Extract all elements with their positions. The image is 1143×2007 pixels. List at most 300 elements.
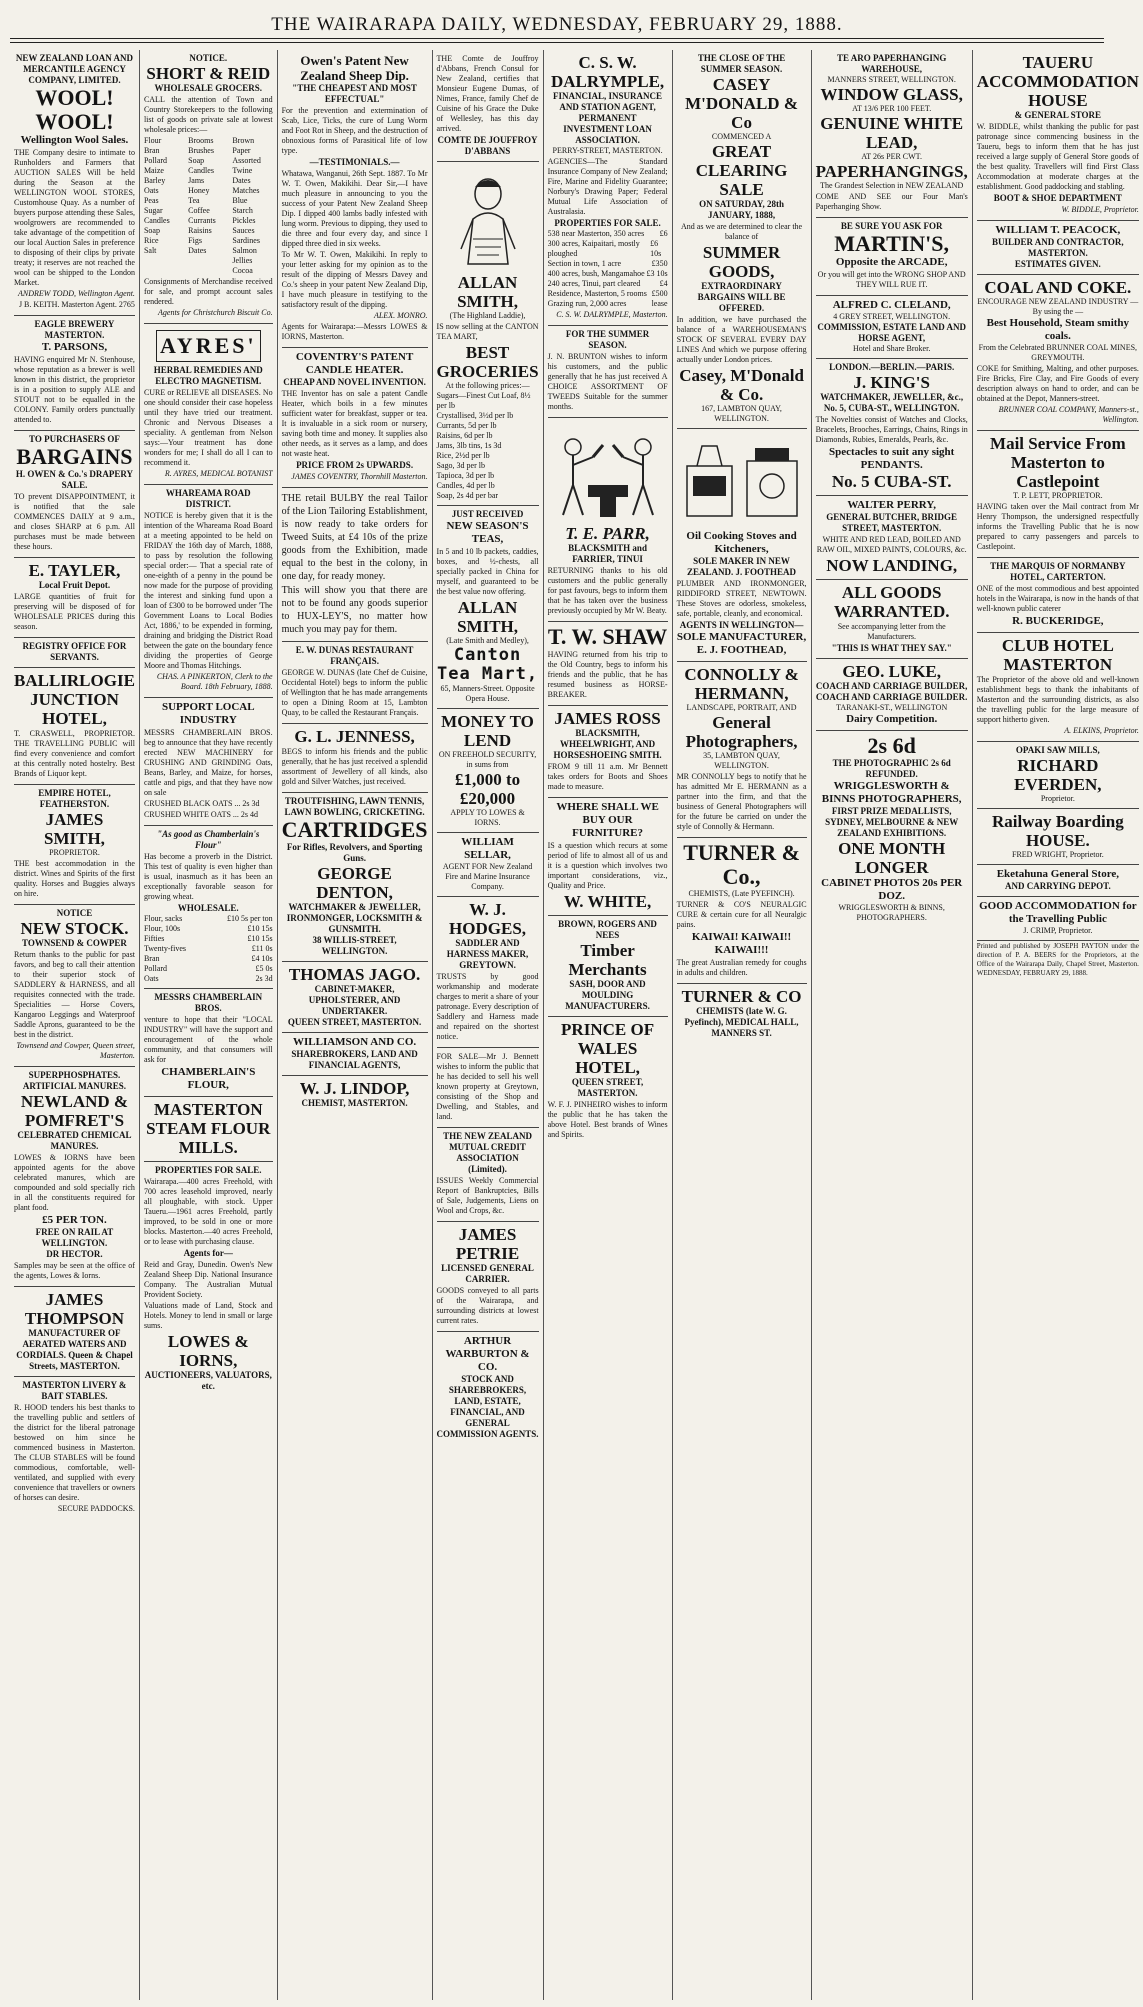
blacksmith-illustration [548, 425, 668, 520]
property-row-cell: £6 10s [650, 239, 662, 258]
ad-body: Or you will get into the WRONG SHOP AND THEY WILL RUE IT. [817, 270, 966, 289]
ad-title: Mail Service From Masterton to Castlepoint [990, 434, 1126, 491]
ad-subtitle: CHEMIST, MASTERTON. [301, 1098, 408, 1108]
goods-item: Oats [143, 186, 159, 195]
ad-title: WOOL! WOOL! [35, 85, 114, 134]
price-row-cell: 2s 3d [255, 974, 273, 983]
ad-title: THOMAS JAGO. [288, 965, 421, 984]
ad-title: WILLIAM SELLAR, [461, 836, 514, 861]
ad-title: ONE MONTH LONGER [838, 839, 946, 877]
ad-walter-perry [816, 496, 968, 580]
ad-title: PAPERHANGINGS, [815, 162, 968, 181]
goods-item: Soap [143, 226, 160, 235]
ad-body: PLUMBER AND IRONMONGER, RIDDIFORD STREET, NEWTOWN. These Stoves are odorless, smokeless, safe, portable, cleanly, and economical. [676, 579, 807, 618]
ad-title: MASTERTON STEAM FLOUR MILLS. [146, 1100, 271, 1157]
ad-signature: COMTE DE JOUFFROY D'ABBANS [437, 135, 538, 156]
ad-subtitle: CHEAP AND NOVEL INVENTION. [283, 377, 426, 387]
property-row-cell: £6 [659, 229, 668, 238]
ad-heading: TO PURCHASERS OF [29, 434, 120, 444]
ad-title: CLUB HOTEL MASTERTON [1001, 636, 1114, 674]
ad-title: T. W. SHAW [547, 624, 668, 649]
ad-body: GOODS conveyed to all parts of the Wairarapa, and surrounding districts at lowest current rates. [436, 1286, 539, 1325]
ad-peacock [977, 221, 1139, 275]
ad-owen-sheep-dip [282, 50, 428, 348]
ad-prince-of-wales [548, 1017, 668, 1145]
goods-item: Brushes [188, 146, 214, 155]
ad-subtitle: GENERAL BUTCHER, BRIDGE STREET, MASTERTON. [826, 512, 958, 533]
column-6 [673, 50, 812, 2000]
ad-title: BARGAINS [16, 444, 133, 469]
property-row-cell: lease [651, 299, 668, 308]
ad-body: TO prevent DISAPPOINTMENT, it is notified that the sale COMMENCES DAILY at 9 a.m., and closes SHARP at 6 p.m. All purchases must be made between these hours. [14, 492, 135, 551]
ad-address: MANNERS STREET, WELLINGTON. [827, 75, 956, 84]
ad-body: The great Australian remedy for coughs in adults and children. [676, 958, 807, 977]
ad-subtitle: STOCK AND SHAREBROKERS, LAND, ESTATE, FINANCIAL, AND GENERAL COMMISSION AGENTS. [436, 1374, 539, 1439]
ad-candle-heater [282, 348, 428, 488]
stove-illustration [677, 436, 807, 526]
ad-oil-stoves [677, 429, 807, 662]
goods-item: Sardines [232, 236, 260, 245]
ad-subtitle: & GENERAL STORE [1014, 110, 1102, 120]
ad-subtitle: BUILDER AND CONTRACTOR, MASTERTON. [992, 237, 1124, 258]
ad-subtitle: COMMISSION, ESTATE LAND AND HORSE AGENT, [817, 322, 967, 343]
ad-title: General Photographers, [685, 713, 798, 751]
ad-body: See accompanying letter from the Manufacturers. [837, 622, 946, 641]
ad-title: Best Household, Steam smithy coals. [986, 317, 1130, 342]
ad-subtitle: AT 13/6 PER 100 FEET. [852, 104, 932, 113]
ad-title: Owen's Patent New Zealand Sheep Dip. [300, 53, 409, 83]
ad-signature: ALEX. MONRO. [373, 311, 428, 320]
property-row [548, 299, 668, 309]
ad-title: GREAT CLEARING SALE [695, 142, 788, 199]
column-4 [433, 50, 544, 2000]
ad-body: T. CRASWELL, PROPRIETOR. THE TRAVELLING PUBLIC will find every convenience and comfort at this centrally noted hostelry. Best Brands of Liquor kept. [14, 729, 135, 778]
price-row-cell: Bran [143, 954, 160, 963]
ad-body: venture to hope that their "LOCAL INDUSTRY" will have the support and encouragement of the whole community, and that consumers will ask for [143, 1015, 273, 1064]
ad-body: For the prevention and extermination of Scab, Lice, Ticks, the cure of Lung Worm and Foot Rot in Sheep, and the destruction of obnoxious forms of Parasitical life of low type. [281, 106, 428, 155]
ad-heading: NEW ZEALAND LOAN AND MERCANTILE AGENCY COMPANY, LIMITED. [15, 53, 134, 85]
ad-body: W. BIDDLE, whilst thanking the public for past patronage since commencing business in the Taueru, begs to inform them that he has just received a large supply of General Store goods of the best quality. Travellers will find First Class Accommodation at moderate charges at the establishment. Good paddocking and stabling. [976, 122, 1139, 191]
goods-item: Jellies [232, 256, 253, 265]
ad-title: G. L. JENNESS, [294, 727, 415, 746]
columns [10, 50, 1139, 2000]
ad-title: COAL AND COKE. [984, 278, 1132, 297]
property-row-cell: 400 acres, bush, Mangamahoe [547, 269, 645, 278]
goods-item: Bran [143, 146, 160, 155]
goods-item: Honey [188, 186, 210, 195]
goods-list-left [144, 136, 184, 276]
ad-body: TRUSTS by good workmanship and moderate charges to merit a share of your patronage. Every description of Saddlery and Harness made and repaired on the shortest notice. [436, 972, 539, 1041]
ad-lion-tailoring [282, 488, 428, 642]
ad-subtitle: CELEBRATED CHEMICAL MANURES. [17, 1130, 132, 1151]
ad-subtitle: MANUFACTURER OF AERATED WATERS AND CORDIALS. Queen & Chapel Streets, MASTERTON. [16, 1328, 133, 1371]
ad-opaki-saw-mills [977, 742, 1139, 809]
ad-body: TURNER & CO'S NEURALGIC CURE & certain cure for all Neuralgic pains. [676, 900, 807, 929]
ad-title: C. S. W. DALRYMPLE, [550, 53, 665, 91]
ad-body: THE retail BULBY the real Tailor of the Lion Tailoring Establishment, is now ready to take orders for Tweed Suits, at £4 10s of the prize goods from the Exhibition, made equal to the best in the colony, in one day, for ready money. [281, 493, 428, 582]
ad-empire-hotel [14, 785, 135, 905]
ad-subtitle: From the Celebrated BRUNNER COAL MINES, GREYMOUTH. [978, 343, 1138, 362]
ad-heading: REGISTRY OFFICE FOR SERVANTS. [22, 641, 127, 662]
testimonial: To Mr W. T. Owen, Makikihi. In reply to your letter asking for my opinion as to the result of the dipping of Messrs Davey and Co.'s sheep in your patent New Zealand Dip, I have much pleasure in testifying to the satisfactory result of the dipping. [281, 250, 428, 309]
ad-body: COME AND SEE our Four Man's Paperhanging Show. [815, 192, 968, 211]
goods-item: Coffee [188, 206, 210, 215]
ad-heading: LONDON.—BERLIN.—PARIS. [829, 362, 955, 372]
masthead: THE WAIRARAPA DAILY, WEDNESDAY, FEBRUARY 29, 1888. [271, 14, 843, 35]
ad-subtitle: SASH, DOOR AND MOULDING MANUFACTURERS. [565, 979, 650, 1011]
property-row [548, 289, 668, 299]
price-row-cell: Oats [143, 974, 159, 983]
ad-address: 4 GREY STREET, WELLINGTON. [833, 312, 951, 321]
ad-subtitle: BLACKSMITH and FARRIER, TINUI [568, 543, 647, 564]
price-row [144, 944, 273, 954]
ad-body: CURE or RELIEVE all DISEASES. No one should consider their case hopeless until they have tried our treatment. Chronic and Nervous Diseases a speciality. A gentleman from Nelson says:—Your treatment has done wonders for me; I shall do all I can to recommend it. [143, 388, 273, 467]
property-row-cell: Grazing run, 2,000 acres [547, 299, 627, 308]
ad-title: GEO. LUKE, [842, 662, 942, 681]
ad-subtitle: The Grandest Selection in NEW ZEALAND [820, 181, 964, 190]
ad-title: ALFRED C. CLELAND, [832, 299, 951, 311]
ad-subtitle: CHEMISTS (late W. G. Pyefinch), MEDICAL HALL, MANNERS ST. [684, 1006, 799, 1038]
grocery-item: Sago, 3d per lb [436, 461, 485, 470]
ad-brown-rogers [548, 916, 668, 1017]
ad-body: Samples may be seen at the office of the agents, Lowes & Iorns. [14, 1261, 135, 1280]
ad-subtitle: Proprietor. [1040, 794, 1075, 803]
ad-title: JAMES PETRIE [455, 1225, 520, 1263]
ad-title: GEORGE DENTON, [316, 864, 393, 902]
ad-amount: £1,000 to £20,000 [454, 770, 521, 808]
ad-livery-stables [14, 1377, 135, 1519]
ad-heading: FOR THE SUMMER SEASON. [565, 329, 650, 350]
ad-title: Railway Boarding HOUSE. [991, 812, 1124, 850]
ad-body: THE Inventor has on sale a patent Candle Heater, which boils in a few minutes sufficient water for breakfast, supper or tea. It is invaluable in a sick room or nursery, saving both time and money. It supplies also other needs, as it serves as a lamp, and does not waste heat. [281, 389, 428, 458]
ad-dalrymple [548, 50, 668, 326]
ad-address: 167, LAMBTON QUAY, WELLINGTON. [701, 404, 782, 423]
goods-item: Salmon [232, 246, 257, 255]
grocery-item: Soap, 2s 4d per bar [436, 491, 499, 500]
ad-subtitle: TOWNSEND & COWPER [22, 938, 127, 948]
ad-signature: FRED WRIGHT, Proprietor. [1012, 850, 1104, 859]
ad-body: THE Comte de Jouffroy d'Abbans, French Consul for New Zealand, certifies that Monsieur Eugene Dumas, of Nimes, France, family Chef de Cuisine of his Grace the Duke of Wellesley, has this day arrived. [436, 54, 539, 133]
ad-martins [816, 218, 968, 296]
ad-title: TAUERU ACCOMMODATION HOUSE [976, 53, 1139, 110]
ad-thomas-jago [282, 962, 428, 1033]
ad-te-aro-paperhanging [816, 50, 968, 218]
ad-subtitle: LANDSCAPE, PORTRAIT, AND [686, 703, 797, 712]
ad-parr-blacksmith [548, 418, 668, 622]
ad-lindop [282, 1076, 428, 1113]
ad-turner-medical-hall [677, 984, 807, 1043]
ad-signature: WRIGGLESWORTH & BINNS, PHOTOGRAPHERS. [838, 903, 945, 922]
grocery-item: Raisins, 6d per lb [436, 431, 493, 440]
ad-heading: OPAKI SAW MILLS, [1015, 745, 1100, 755]
ad-title: ALL GOODS WARRANTED. [833, 583, 950, 621]
ad-heading: THE CLOSE OF THE SUMMER SEASON. [697, 53, 786, 74]
ad-title: NEWLAND & POMFRET'S [20, 1092, 129, 1130]
goods-item: Brown Paper [232, 136, 255, 155]
ad-title: WILLIAMSON AND CO. [292, 1036, 417, 1048]
ad-james-thompson [14, 1287, 135, 1377]
ad-title: SHORT & REID [146, 64, 271, 83]
ad-body: GEORGE W. DUNAS (late Chef de Cuisine, Occidental Hotel) begs to inform the public of Wellington that he has made arrangements to open a Dining Room at 15, Lambton Quay, to be called the Restaurant Français. [281, 668, 428, 717]
ad-dunas-restaurant [282, 642, 428, 724]
ad-body: The Proprietor of the above old and well-known establishment begs to thank the inhabitants of Masterton and the surrounding districts, as also the travelling public for the large measure of support hitherto given. [976, 675, 1139, 724]
ad-heading: E. W. DUNAS RESTAURANT FRANÇAIS. [295, 645, 414, 666]
ad-subtitle: WATCHMAKER, JEWELLER, &c., No. 5, CUBA-ST., WELLINGTON. [820, 392, 964, 413]
ad-subtitle: AT 26s PER CWT. [861, 152, 922, 161]
ad-chamberlain-flour [144, 826, 273, 989]
ad-subheading: BOOT & SHOE DEPARTMENT [993, 193, 1122, 203]
ad-tayler [14, 558, 135, 638]
ad-nz-loan [14, 50, 135, 316]
ad-body: MR CONNOLLY begs to notify that he has admitted Mr E. HERMANN as a partner into the firm, and that the business of General Photographers will for the future be carried on under the style of Connolly & Hermann. [676, 772, 807, 831]
ad-good-accommodation [977, 897, 1139, 941]
ad-body: In 5 and 10 lb packets, caddies, boxes, and ½-chests, all specially packed in China for myself, and guaranteed to be the best value now offering. [436, 547, 539, 596]
ad-subtitle: FINANCIAL, INSURANCE AND STATION AGENT, PERMANENT INVESTMENT LOAN ASSOCIATION. [553, 91, 663, 145]
price-row-cell: £10 15s [247, 934, 273, 943]
ad-title: J. KING'S [853, 373, 930, 392]
ad-hodges [437, 897, 539, 1048]
goods-item: Pollard [143, 156, 168, 165]
ad-body: HAVING taken over the Mail contract from Mr Henry Thompson, the undersigned respectfully informs the Travelling Public that he is now prepared to carry passengers and parcels to Castlepoint. [976, 502, 1139, 551]
grocery-item: Currants, 5d per lb [436, 421, 497, 430]
ad-title: RICHARD EVERDEN, [1014, 756, 1102, 794]
ad-coal-coke [977, 275, 1139, 431]
goods-item: Matches [232, 186, 260, 195]
ad-body: R. HOOD tenders his best thanks to the travelling public and settlers of the district for the liberal patronage bestowed on him since he commenced business in Masterton. The CLUB STABLES will be found commodious, comfortable, well-ventilated, and supplied with every convenience that travellers or owners of horses can desire. [14, 1403, 135, 1502]
goods-item: Starch [232, 206, 253, 215]
ad-subtitle: THE PHOTOGRAPHIC 2s 6d REFUNDED. [832, 758, 951, 779]
property-row-cell: 538 near Masterton, 350 acres [547, 229, 645, 238]
price-row-cell: Flour, 100s [143, 924, 181, 933]
ad-allan-smith-portrait [437, 162, 539, 506]
goods-item: Blue [232, 196, 248, 205]
ad-subtitle: FIRST PRIZE MEDALLISTS, SYDNEY, MELBOURNE & NEW ZEALAND EXHIBITIONS. [825, 806, 959, 838]
ad-signature: R. AYRES, MEDICAL BOTANIST [164, 469, 273, 478]
ad-analysis: DR HECTOR. [46, 1249, 103, 1259]
ad-subtitle: AGENT FOR New Zealand Fire and Marine Insurance Company. [442, 862, 533, 891]
ad-body: AGENCIES—The Standard Insurance Company of New Zealand; Fire, Marine and Fidelity Guarantee; Norbury's Drawing Paper; Federal Mutual Life Association of Australasia. [547, 157, 668, 216]
price-row [144, 914, 273, 924]
ad-body: IS now selling at the CANTON TEA MART, [436, 322, 539, 341]
ad-quote: "THIS IS WHAT THEY SAY." [831, 643, 952, 653]
ad-subtitle: PROPRIETOR. [49, 848, 100, 857]
ad-body: MESSRS CHAMBERLAIN BROS. beg to announce that they have recently erected NEW MACHINERY for CRUSHING AND GRINDING Oats, Beans, Barley, and Maize, for horses, cattle and pigs, and that they have now on sale [143, 728, 273, 797]
ad-subtitle: WATCHMAKER & JEWELLER, IRONMONGER, LOCKSMITH & GUNSMITH. [286, 902, 423, 934]
ad-subtitle: Local Fruit Depot. [38, 580, 111, 590]
ad-newland-pomfret [14, 1067, 135, 1287]
ad-body: W. F. J. PINHEIRO wishes to inform the public that he has taken the above Hotel. Best brands of Wines and Spirits. [547, 1100, 668, 1139]
ad-subtitle: At the following prices:— [445, 381, 530, 390]
goods-item: Salt [143, 246, 157, 255]
ad-title: CHAMBERLAIN'S FLOUR, [161, 1066, 256, 1091]
ad-heading: PROPERTIES FOR SALE. [554, 218, 661, 228]
ad-title: ALLAN SMITH, [457, 598, 519, 636]
ad-heading: —TESTIMONIALS.— [309, 157, 400, 167]
ad-quote: "As good as Chamberlain's Flour" [157, 829, 260, 850]
ad-body: FOR SALE—Mr J. Bennett wishes to inform the public that he has decided to sell his well known property at Greytown, consisting of the Shop and Dwelling, and Stables, and land. [436, 1052, 539, 1121]
grocery-item: Tapioca, 3d per lb [436, 471, 495, 480]
ad-body: And as we are determined to clear the balance of [681, 222, 803, 241]
goods-list-middle [188, 136, 228, 276]
ad-title: TURNER & Co., [683, 840, 800, 889]
grocery-item: Crystallised, 3½d per lb [436, 411, 514, 420]
property-row-cell: £500 [651, 289, 668, 298]
ad-subtitle: (The Highland Laddie), [449, 311, 526, 320]
price-line: CRUSHED WHITE OATS ... 2s 4d [143, 810, 259, 819]
property-row [548, 259, 668, 269]
ad-shaw [548, 622, 668, 706]
ad-subtitle: QUEEN STREET, MASTERTON. [571, 1077, 644, 1098]
ad-body: J. N. BRUNTON wishes to inform his customers, and the public generally that he has just received A CHOICE ASSORTMENT OF TWEEDS Suitable for the summer months. [547, 352, 668, 411]
property-row-cell: 300 acres, Kaipaitari, mostly ploughed [547, 239, 640, 258]
ad-heading: AGENTS IN WELLINGTON— [679, 620, 804, 630]
ad-title: SUMMER GOODS, [702, 243, 781, 281]
ad-heading: SUPPORT LOCAL INDUSTRY [161, 701, 255, 726]
ad-body: The Novelties consist of Watches and Clocks, Bracelets, Brooches, Earrings, Chains, Rings in Diamonds, Rubies, Emeralds, Pearls, &c. [815, 415, 968, 444]
ad-signature: APPLY TO LOWES & IORNS. [450, 808, 525, 827]
ad-heading: JUST RECEIVED [451, 509, 524, 519]
properties-table [548, 229, 668, 309]
price-row-cell: £10 5s per ton [227, 914, 273, 923]
ad-body: Reid and Gray, Dunedin. Owen's New Zealand Sheep Dip. National Insurance Company. The Australian Mutual Provident Society. [143, 1260, 273, 1299]
ad-heading: MASTERTON LIVERY & BAIT STABLES. [22, 1380, 127, 1401]
column-8 [973, 50, 1143, 2000]
ad-heading: MESSRS CHAMBERLAIN BROS. [154, 992, 263, 1013]
ad-subtitle: ESTIMATES GIVEN. [1014, 259, 1101, 269]
ad-footer: Agents for Wairarapa:—Messrs LOWES & IORNS, Masterton. [281, 322, 428, 341]
ad-agent: J B. KEITH. Masterton Agent. 2765 [18, 300, 135, 309]
ad-title: NEW SEASON'S TEAS, [446, 520, 529, 545]
ad-subtitle: WHOLESALE GROCERS. [154, 83, 263, 93]
goods-item: Flour [143, 136, 162, 145]
ad-signature: Casey, M'Donald & Co. [679, 366, 804, 404]
ad-address: 65, Manners-Street. Opposite Opera House. [440, 684, 535, 703]
ad-title: 2s 6d [867, 733, 916, 758]
price-row-cell: Fifties [143, 934, 165, 943]
column-1 [10, 50, 140, 2000]
ad-title: PENDANTS. [860, 459, 923, 471]
price-table [144, 914, 273, 984]
ad-subtitle: SHAREBROKERS, LAND AND FINANCIAL AGENTS, [291, 1049, 418, 1070]
ad-footer: Consignments of Merchandise received for sale, and prompt account sales rendered. [143, 277, 273, 306]
goods-item: Maize [143, 166, 164, 175]
ad-signature: J. CRIMP, Proprietor. [1023, 926, 1093, 935]
ad-marquis-normanby [977, 558, 1139, 633]
ad-subtitle: Wellington Wool Sales. [20, 134, 129, 146]
ad-body: LOWES & IORNS have been appointed agents for the above celebrated manures, which are compounded and sold specially rich in all the constituents required for plant food. [14, 1153, 135, 1212]
ad-title: W. J. HODGES, [449, 900, 527, 938]
ad-subtitle: COMMENCED A [711, 132, 772, 141]
goods-item: Tea [188, 196, 200, 205]
ad-signature: JAMES COVENTRY, Thornhill Masterton. [291, 472, 428, 481]
ad-king-watchmaker [816, 359, 968, 496]
ad-title: CASEY M'DONALD & Co [685, 75, 798, 132]
ad-title: LOWES & IORNS, [167, 1332, 249, 1370]
ad-title: JAMES ROSS [554, 709, 661, 728]
ad-subtitle: H. OWEN & Co.'s DRAPERY SALE. [15, 469, 134, 490]
price-row [144, 954, 273, 964]
ad-title: MARTIN'S, [834, 231, 950, 256]
ad-title: NOW LANDING, [826, 556, 958, 575]
ad-subtitle: "THE CHEAPEST AND MOST EFFECTUAL" [292, 83, 417, 104]
property-row-cell: 240 acres, Tinui, part cleared [547, 279, 641, 288]
ad-heading: EMPIRE HOTEL, FEATHERSTON. [38, 788, 111, 809]
ad-footer: Valuations made of Land, Stock and Hotels. Money to lend in small or large sums. [143, 1301, 273, 1330]
ad-heading: BE SURE YOU ASK FOR [840, 221, 943, 231]
ad-registry [14, 638, 135, 668]
ad-body: FROM 9 till 11 a.m. Mr Bennett takes orders for Boots and Shoes made to measure. [547, 762, 668, 791]
price-line: CRUSHED BLACK OATS ... 2s 3d [143, 799, 260, 808]
ad-body: HAVING enquired Mr N. Stenhouse, whose reputation as a brewer is well known in this district, the proprietor is in a position to supply ALE and STOUT not to be equalled in the COLONY. Family orders punctually attended to. [14, 355, 135, 424]
ad-title: Eketahuna General Store, [996, 868, 1120, 880]
ad-title: WALTER PERRY, [847, 499, 937, 511]
ad-body: ONE of the most commodious and best appointed hotels in the Wairarapa, is now in the hands of that well-known public caterer [976, 584, 1139, 613]
ad-title: KAIWAI! KAIWAI!! KAIWAI!!! [691, 931, 792, 956]
property-row-cell: Residence, Masterton, 5 rooms [547, 289, 647, 298]
ad-body: BEGS to inform his friends and the public generally, that he has just received a splendid assortment of Jewellery of all kinds, also gold and Silver Watches, just received. [281, 747, 428, 786]
ad-mail-service [977, 431, 1139, 558]
ad-signature: A. ELKINS, Proprietor. [1064, 726, 1139, 735]
ad-title: SOLE MANUFACTURER, E. J. FOOTHEAD, [676, 631, 807, 656]
shop-name: Canton Tea Mart, [436, 645, 539, 684]
ad-body: CALL the attention of Town and Country Storekeepers to the following list of goods on private sale at lowest wholesale prices:— [143, 95, 273, 134]
price-row-cell: Twenty-fives [143, 944, 187, 953]
ad-taueru [977, 50, 1139, 221]
ad-subtitle: LICENSED GENERAL CARRIER. [441, 1263, 534, 1284]
ad-wrigglesworth [816, 731, 968, 927]
ad-body: THE Company desire to intimate to Runholders and Farmers that AUCTION SALES Will be held during the Season at the WELLINGTON WOOL STORES, Customhouse Quay. As a number of buyers purpose attending these Sales, woolgrowers are recommended to take advantage of the competition of our local Auction Sales in preference to disposing of their clips by private treaty; it reserves are not reached the wool can be shipped to the London Market. [14, 148, 135, 287]
ad-sellar [437, 833, 539, 897]
ad-heading: THE MARQUIS OF NORMANBY HOTEL, CARTERTON. [990, 561, 1126, 582]
ad-masterton-mills [144, 1097, 273, 1162]
ad-subtitle: Hotel and Share Broker. [853, 344, 931, 353]
ad-title: WHERE SHALL WE BUY OUR FURNITURE? [556, 801, 659, 839]
ad-eagle-brewery [14, 316, 135, 431]
property-row [548, 239, 668, 259]
ad-title: Timber Merchants [568, 941, 647, 979]
ad-body: IS a question which recurs at some period of life to almost all of us and it is a question which involves two important considerations, viz., Quality and Price. [547, 841, 668, 890]
goods-item: Sauces [232, 226, 255, 235]
ad-new-teas [437, 506, 539, 709]
ad-note: This will show you that there are not to be found any goods superior to HUX-LEY'S, no matter how much you may pay for them. [281, 585, 428, 635]
ad-title: CARTRIDGES [281, 817, 428, 842]
ad-title: WINDOW GLASS, [820, 85, 963, 104]
goods-item: Sugar [143, 206, 163, 215]
ad-cartridges [282, 793, 428, 962]
ad-title: T. PARSONS, [41, 341, 108, 353]
ad-subtitle: EXTRAORDINARY BARGAINS WILL BE OFFERED. [697, 281, 786, 313]
ad-whareama-road [144, 485, 273, 698]
ad-signature: T. P. LETT, PROPRIETOR. [1013, 491, 1103, 500]
ad-body: NOTICE is hereby given that it is the intention of the Whareama Road Board at a meeting appointed to be held on FRIDAY the 16th day of March, 1888, to pass by resolution the following special order:— That a special rate of one-eighth of a penny in the pound be now made for the purpose of providing the interest and sinking fund upon a loan of £300 to be borrowed under 'The Government Loans to Local Bodies Act, 1886,' to be expended in forming, draining and bridging the District Road between the gate on the boundary fence dividing the properties of George Moore and Thomas Hitchings. [143, 511, 273, 670]
goods-item: Dates [188, 246, 207, 255]
ad-signature: W. WHITE, [563, 892, 652, 911]
column-2 [140, 50, 278, 2000]
grocery-item: Jams, 3lb tins, 1s 3d [436, 441, 502, 450]
ad-free-rail: FREE ON RAIL AT WELLINGTON. [35, 1227, 114, 1248]
goods-item: Assorted Twine [232, 156, 261, 175]
ad-title: JAMES THOMPSON [24, 1290, 125, 1328]
goods-item: Dates [232, 176, 251, 185]
goods-item: Cocoa [232, 266, 253, 275]
ad-title: BEST GROCERIES [436, 343, 539, 381]
goods-item: Barley [143, 176, 166, 185]
ad-ballirlogie [14, 668, 135, 785]
price-row [144, 934, 273, 944]
ad-title: BALLIRLOGIE JUNCTION HOTEL, [14, 671, 135, 728]
ad-date: ON SATURDAY, 28th JANUARY, 1888, [699, 199, 785, 220]
ad-title: WRIGGLESWORTH & BINNS PHOTOGRAPHERS, [821, 780, 962, 805]
